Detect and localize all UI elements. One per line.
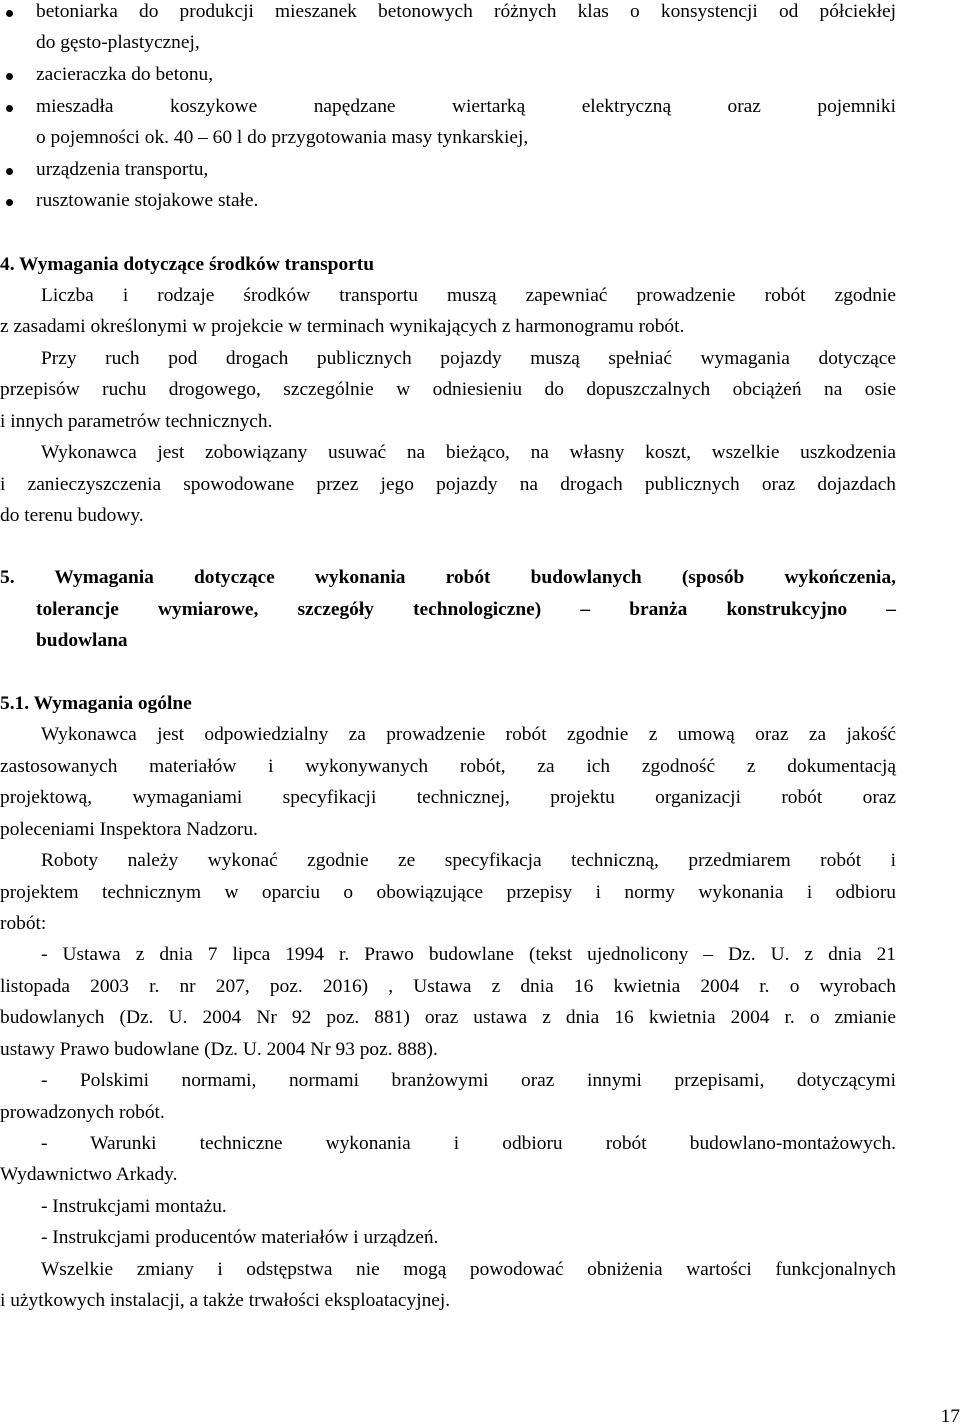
bullet-icon <box>6 10 13 17</box>
section-5-heading: budowlana <box>36 630 128 651</box>
list-item-line: betoniarka do produkcji mieszanek betonowych różnych klas o konsystencji od półciekłej <box>36 1 896 22</box>
bullet-icon <box>6 168 13 175</box>
paragraph-line: ustawy Prawo budowlane (Dz. U. 2004 Nr 93 poz. 888). <box>0 1039 438 1060</box>
list-item-line: do gęsto-plastycznej, <box>36 32 200 53</box>
section-5-heading: tolerancje wymiarowe, szczegóły technologiczne) – branża konstrukcyjno – <box>36 599 896 620</box>
paragraph-line: Wykonawca jest odpowiedzialny za prowadzenie robót zgodnie z umową oraz za jakość <box>41 724 896 745</box>
section-4-heading: 4. Wymagania dotyczące środków transportu <box>0 254 374 275</box>
paragraph-line: budowlanych (Dz. U. 2004 Nr 92 poz. 881) oraz ustawa z dnia 16 kwietnia 2004 r. o zmianie <box>0 1007 896 1028</box>
paragraph-line: prowadzonych robót. <box>0 1102 165 1123</box>
paragraph-line: przepisów ruchu drogowego, szczególnie w odniesieniu do dopuszczalnych obciążeń na osie <box>0 379 896 400</box>
paragraph-line: poleceniami Inspektora Nadzoru. <box>0 819 258 840</box>
list-item-line: rusztowanie stojakowe stałe. <box>36 190 259 211</box>
paragraph-line: projektową, wymaganiami specyfikacji technicznej, projektu organizacji robót oraz <box>0 787 896 808</box>
regulation-list-item: - Warunki techniczne wykonania i odbioru robót budowlano-montażowych. <box>41 1133 896 1154</box>
list-item-line: o pojemności ok. 40 – 60 l do przygotowania masy tynkarskiej, <box>36 127 529 148</box>
paragraph-line: listopada 2003 r. nr 207, poz. 2016) , Ustawa z dnia 16 kwietnia 2004 r. o wyrobach <box>0 976 896 997</box>
list-item-line: mieszadła koszykowe napędzane wiertarką elektryczną oraz pojemniki <box>36 96 896 117</box>
paragraph-line: i zanieczyszczenia spowodowane przez jego pojazdy na drogach publicznych oraz dojazdach <box>0 474 896 495</box>
paragraph-line: zastosowanych materiałów i wykonywanych robót, za ich zgodność z dokumentacją <box>0 756 896 777</box>
regulation-list-item: - Instrukcjami montażu. <box>41 1196 227 1217</box>
paragraph-line: projektem technicznym w oparciu o obowiązujące przepisy i normy wykonania i odbioru <box>0 882 896 903</box>
paragraph-line: z zasadami określonymi w projekcie w terminach wynikających z harmonogramu robót. <box>0 316 685 337</box>
regulation-list-item: - Ustawa z dnia 7 lipca 1994 r. Prawo budowlane (tekst ujednolicony – Dz. U. z dnia 21 <box>41 944 896 965</box>
section-5-heading: 5. Wymagania dotyczące wykonania robót budowlanych (sposób wykończenia, <box>0 567 896 588</box>
paragraph-line: i innych parametrów technicznych. <box>0 411 273 432</box>
paragraph-line: Wszelkie zmiany i odstępstwa nie mogą powodować obniżenia wartości funkcjonalnych <box>41 1259 896 1280</box>
list-item-line: urządzenia transportu, <box>36 159 209 180</box>
regulation-list-item: - Instrukcjami producentów materiałów i urządzeń. <box>41 1227 439 1248</box>
section-5-1-heading: 5.1. Wymagania ogólne <box>0 693 192 714</box>
bullet-icon <box>6 73 13 80</box>
bullet-icon <box>6 199 13 206</box>
paragraph-line: do terenu budowy. <box>0 505 144 526</box>
page-number: 17 <box>940 1406 960 1427</box>
paragraph-line: i użytkowych instalacji, a także trwałości eksploatacyjnej. <box>0 1290 451 1311</box>
paragraph-line: Roboty należy wykonać zgodnie ze specyfikacja techniczną, przedmiarem robót i <box>41 850 896 871</box>
regulation-list-item: - Polskimi normami, normami branżowymi oraz innymi przepisami, dotyczącymi <box>41 1070 896 1091</box>
paragraph-line: Wykonawca jest zobowiązany usuwać na bieżąco, na własny koszt, wszelkie uszkodzenia <box>41 442 896 463</box>
list-item-line: zacieraczka do betonu, <box>36 64 214 85</box>
bullet-icon <box>6 105 13 112</box>
paragraph-line: Przy ruch pod drogach publicznych pojazdy muszą spełniać wymagania dotyczące <box>41 348 896 369</box>
paragraph-line: Wydawnictwo Arkady. <box>0 1164 178 1185</box>
paragraph-line: Liczba i rodzaje środków transportu muszą zapewniać prowadzenie robót zgodnie <box>41 285 896 306</box>
paragraph-line: robót: <box>0 913 47 934</box>
